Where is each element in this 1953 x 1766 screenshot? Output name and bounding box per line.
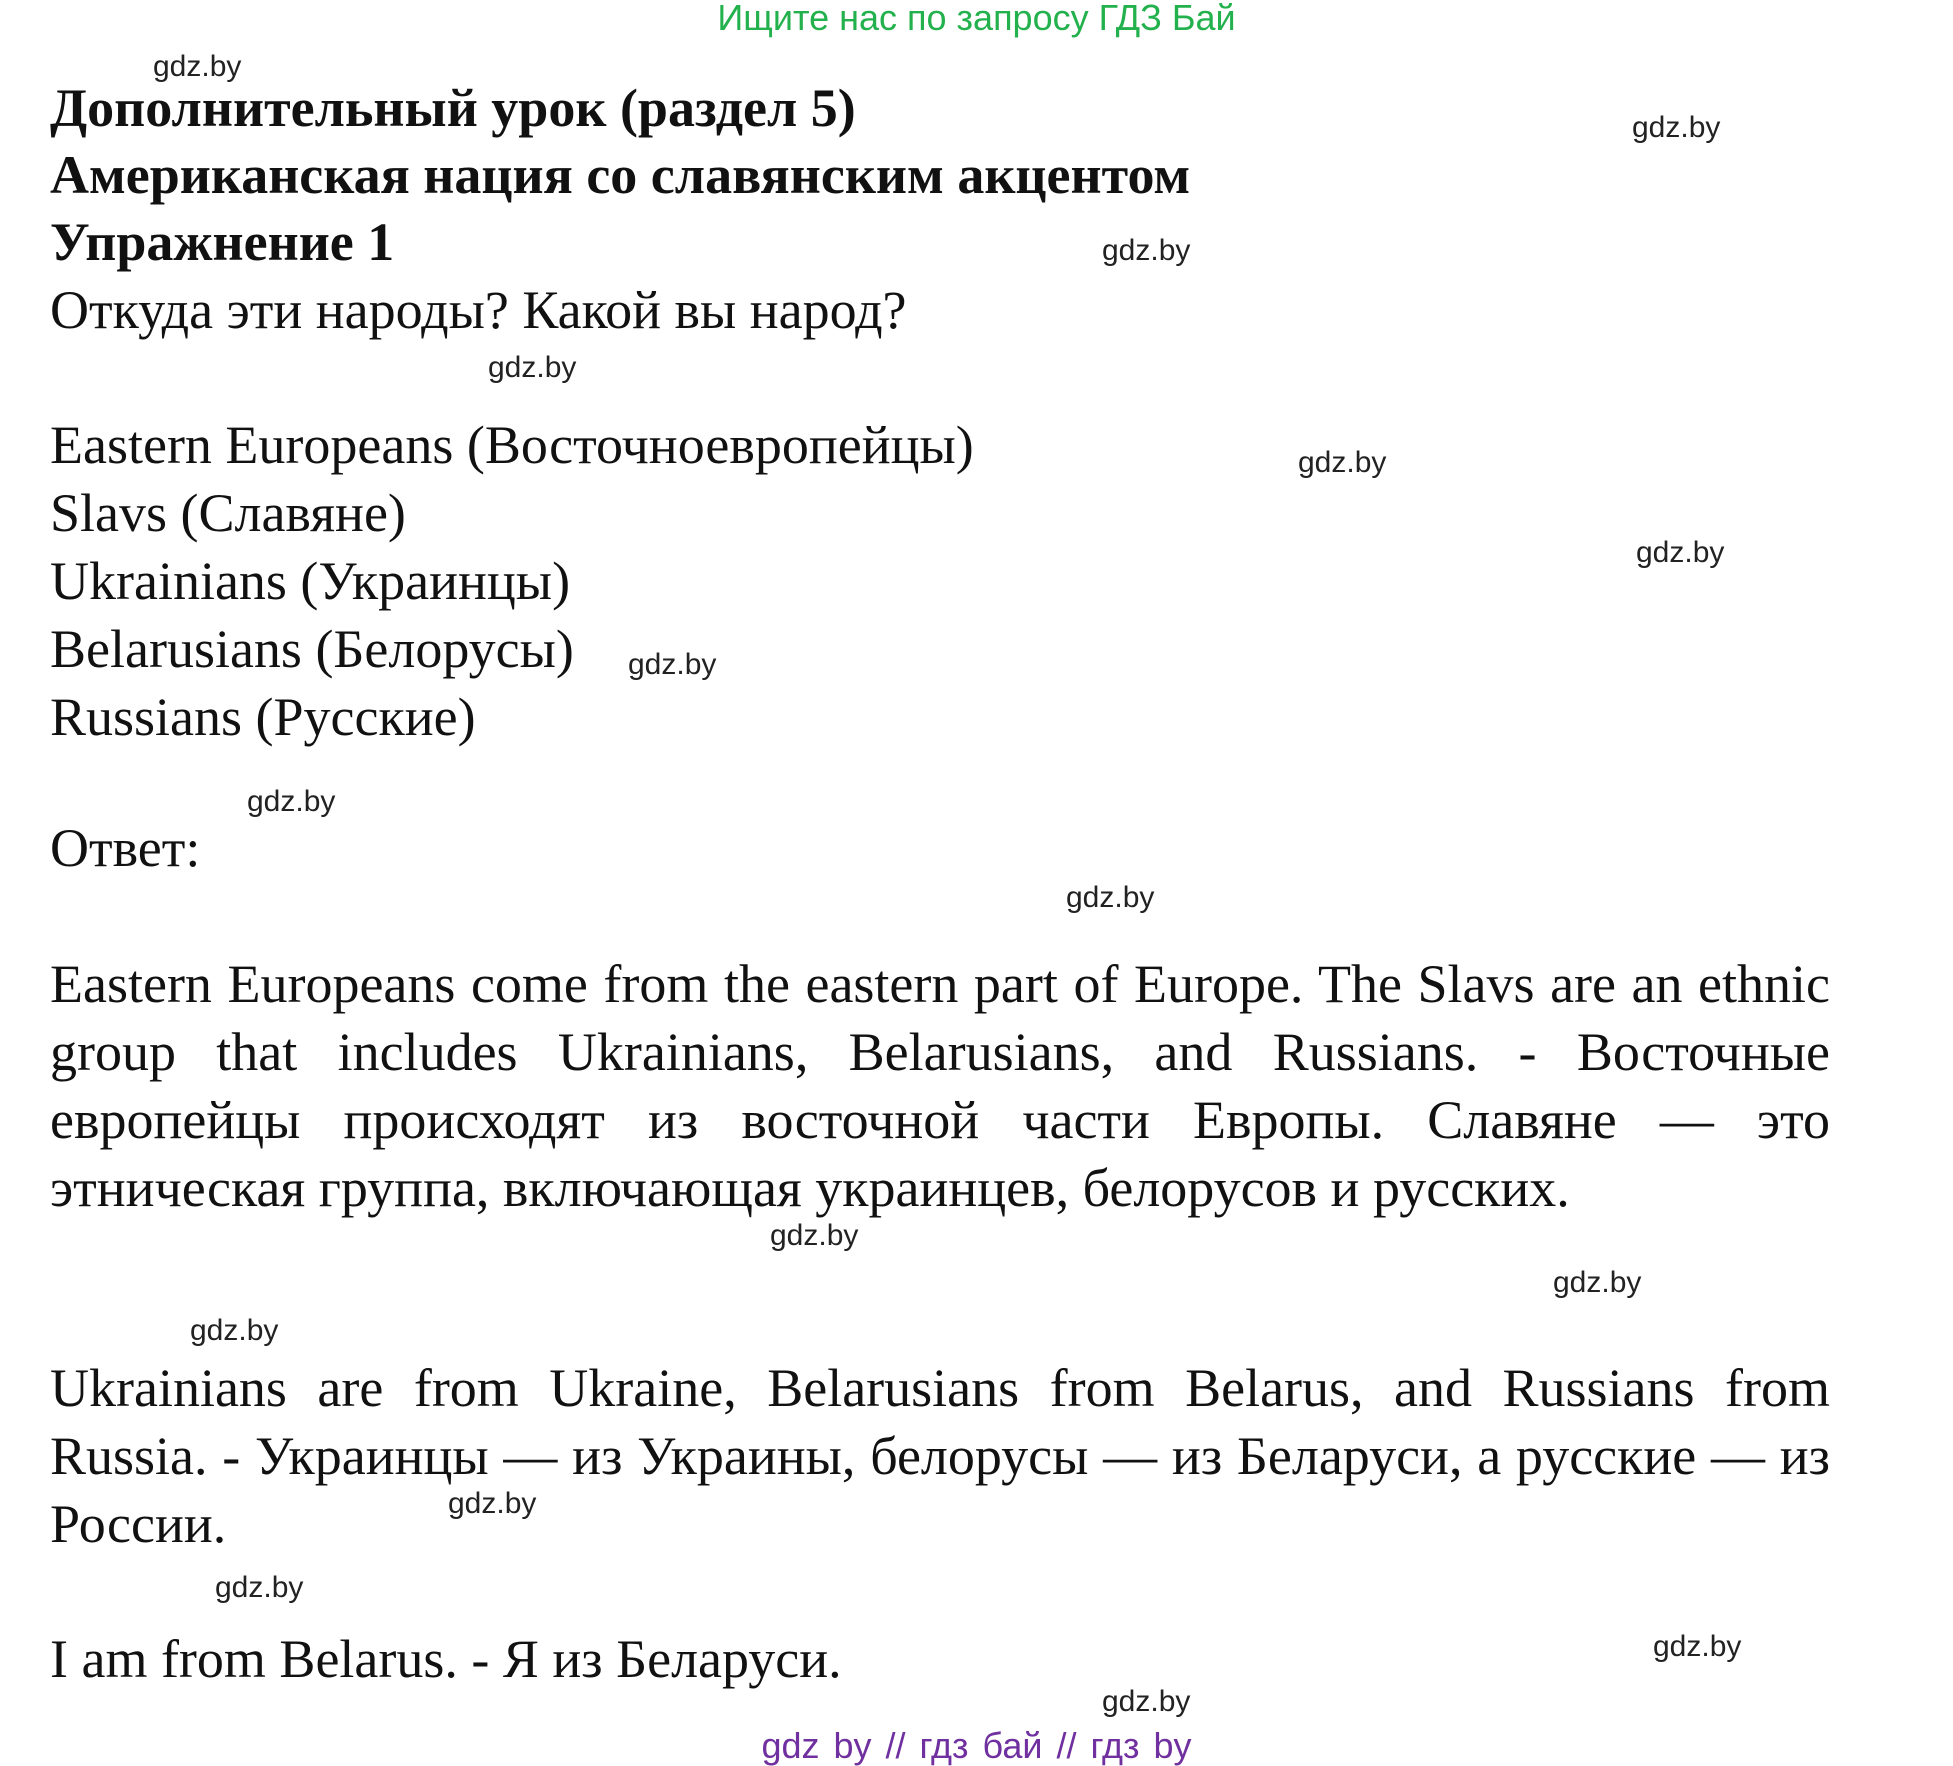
watermark: gdz.by: [628, 648, 717, 681]
watermark: gdz.by: [1636, 536, 1725, 569]
watermark: gdz.by: [1553, 1266, 1642, 1299]
answer-paragraph: Eastern Europeans come from the eastern part of Europe. The Slavs are an ethnic group that includes Ukrainians, Belarusians, and Russians. - Восточные европейцы происходят из восточной части Европы. Славяне — это этническая группа, включающая украинцев, белорусов и русских.: [50, 954, 1830, 1218]
watermark: gdz.by: [1102, 1685, 1191, 1718]
watermark: gdz.by: [190, 1314, 279, 1347]
search-banner: Ищите нас по запросу ГДЗ Бай: [717, 0, 1236, 38]
topic-title: Американская нация со славянским акцентом: [50, 145, 1191, 205]
watermark: gdz.by: [1298, 446, 1387, 479]
answer-label: Ответ:: [50, 818, 201, 878]
answer-paragraph: I am from Belarus. - Я из Беларуси.: [50, 1629, 842, 1689]
watermark: gdz.by: [215, 1571, 304, 1604]
watermark: gdz.by: [1653, 1630, 1742, 1663]
watermark: gdz.by: [1066, 881, 1155, 914]
watermark: gdz.by: [1102, 234, 1191, 267]
question-text: Откуда эти народы? Какой вы народ?: [50, 280, 907, 340]
lesson-title: Дополнительный урок (раздел 5): [50, 78, 856, 138]
watermark: gdz.by: [488, 351, 577, 384]
answer-paragraph: Ukrainians are from Ukraine, Belarusians from Belarus, and Russians from Russia. - Украинцы — из Украины, белорусы — из Беларуси, а русские — из России.: [50, 1358, 1830, 1554]
people-item: Russians (Русские): [50, 687, 476, 747]
watermark: gdz.by: [153, 50, 242, 83]
people-item: Slavs (Славяне): [50, 483, 406, 543]
people-item: Eastern Europeans (Восточноевропейцы): [50, 415, 974, 475]
people-item: Ukrainians (Украинцы): [50, 551, 571, 611]
watermark: gdz.by: [1632, 111, 1721, 144]
exercise-title: Упражнение 1: [50, 212, 395, 272]
people-item: Belarusians (Белорусы): [50, 619, 574, 679]
watermark: gdz.by: [247, 785, 336, 818]
watermark: gdz.by: [770, 1219, 859, 1252]
watermark: gdz.by: [448, 1487, 537, 1520]
footer-links: gdz by // гдз бай // гдз by: [761, 1725, 1192, 1766]
